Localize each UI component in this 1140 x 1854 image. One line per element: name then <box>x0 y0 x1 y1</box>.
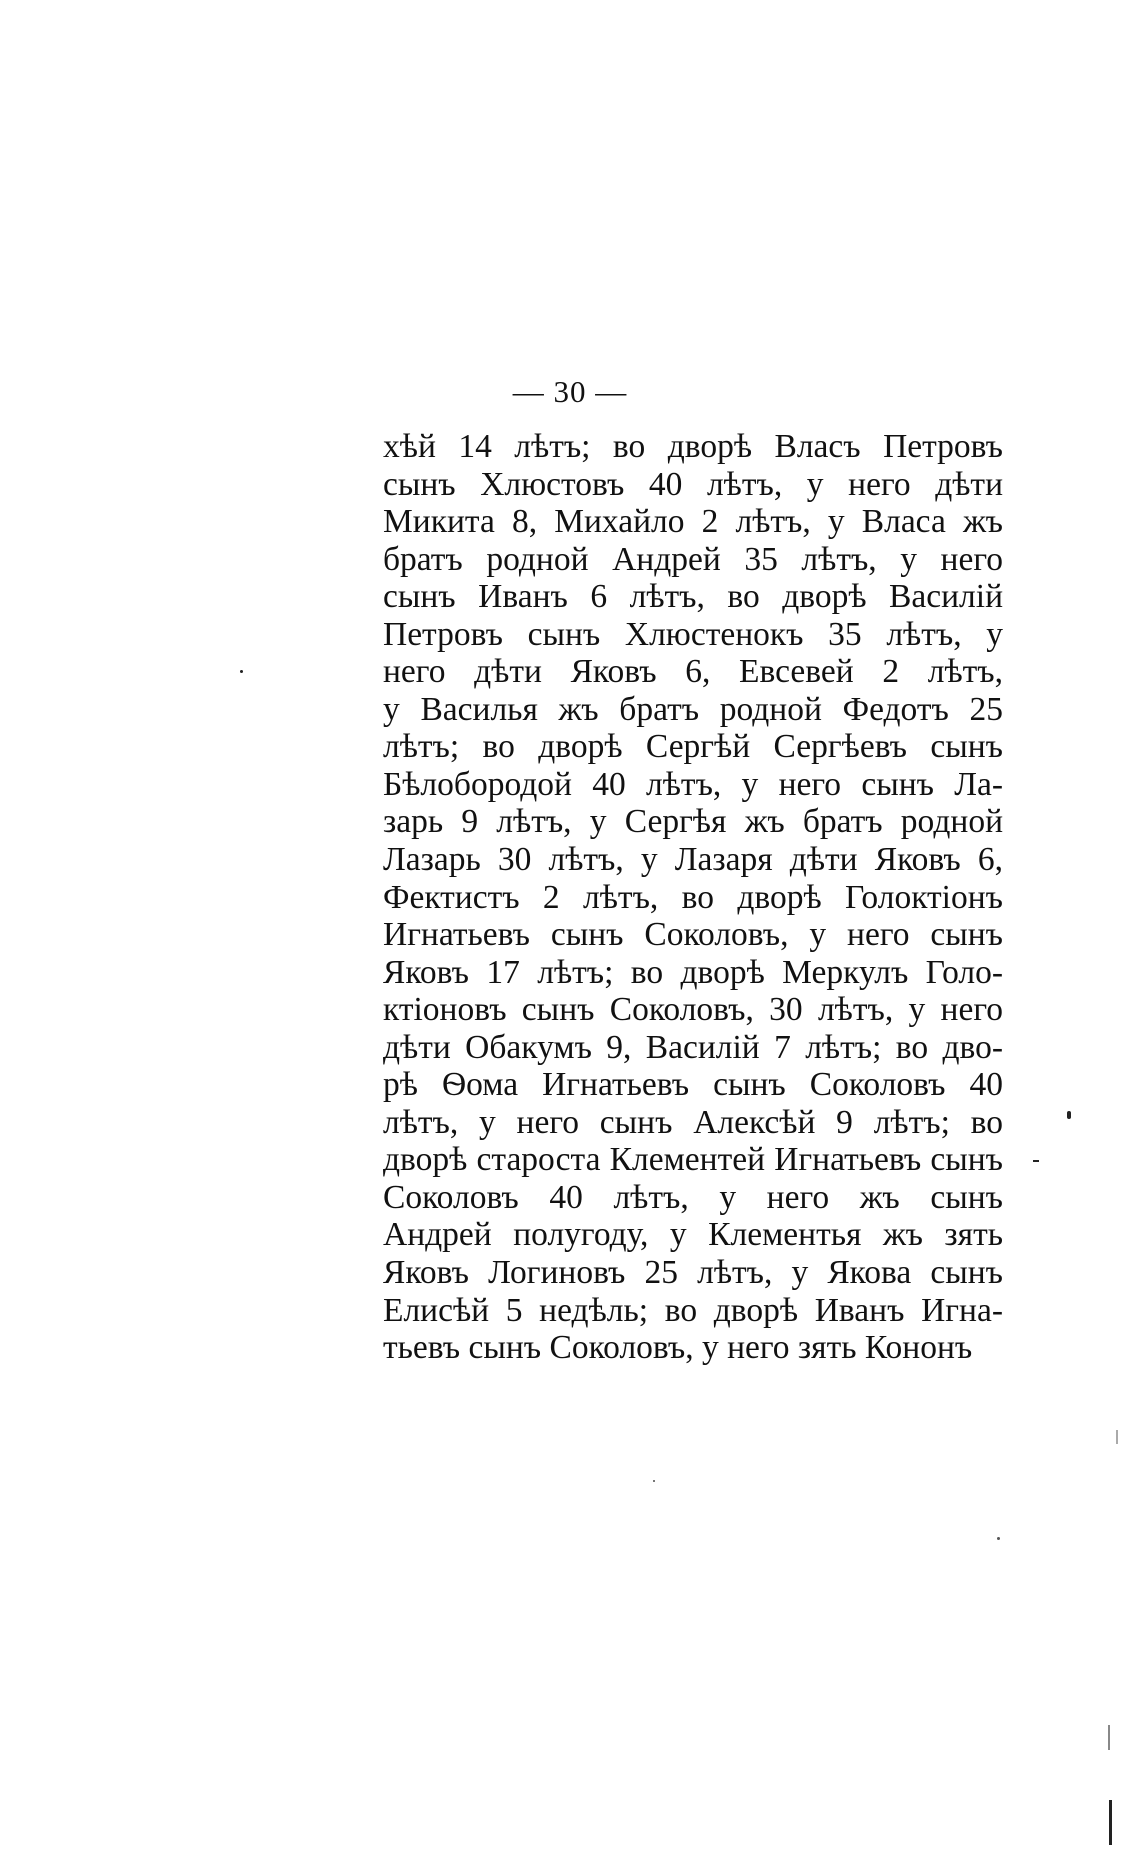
text-line: Яковъ Логиновъ 25 лѣтъ, у Якова сынъ <box>383 1254 1003 1292</box>
text-line: дворѣ староста Клементей Игнатьевъ сынъ <box>383 1141 1003 1179</box>
scan-speck <box>1109 1800 1112 1845</box>
scan-speck <box>240 670 243 673</box>
page-number: — 30 — <box>512 374 628 409</box>
text-line: Микита 8, Михайло 2 лѣтъ, у Власа жъ <box>383 503 1003 541</box>
text-line: Петровъ сынъ Хлюстенокъ 35 лѣтъ, у <box>383 615 1003 653</box>
scan-speck <box>1067 1111 1071 1119</box>
text-line: ктіоновъ сынъ Соколовъ, 30 лѣтъ, у него <box>383 991 1003 1029</box>
scan-speck <box>1108 1725 1110 1750</box>
text-line: Лазарь 30 лѣтъ, у Лазаря дѣти Яковъ 6, <box>383 841 1003 879</box>
text-line: Андрей полугоду, у Клементья жъ зять <box>383 1216 1003 1254</box>
text-line: Яковъ 17 лѣтъ; во дворѣ Меркулъ Голо- <box>383 953 1003 991</box>
text-line: Елисѣй 5 недѣль; во дворѣ Иванъ Игна- <box>383 1291 1003 1329</box>
text-line: дѣти Обакумъ 9, Василій 7 лѣтъ; во дво- <box>383 1028 1003 1066</box>
text-line: братъ родной Андрей 35 лѣтъ, у него <box>383 540 1003 578</box>
text-line: лѣтъ; во дворѣ Сергѣй Сергѣевъ сынъ <box>383 728 1003 766</box>
text-line: рѣ Ѳома Игнатьевъ сынъ Соколовъ 40 <box>383 1066 1003 1104</box>
text-line: сынъ Хлюстовъ 40 лѣтъ, у него дѣти <box>383 465 1003 503</box>
text-line: хѣй 14 лѣтъ; во дворѣ Власъ Петровъ <box>383 428 1003 465</box>
text-line: зарь 9 лѣтъ, у Сергѣя жъ братъ родной <box>383 803 1003 841</box>
scan-speck <box>997 1537 1000 1540</box>
text-line: Бѣлобородой 40 лѣтъ, у него сынъ Ла- <box>383 765 1003 803</box>
text-line: него дѣти Яковъ 6, Евсевей 2 лѣтъ, <box>383 653 1003 691</box>
scan-speck <box>1116 1430 1118 1444</box>
text-line: Игнатьевъ сынъ Соколовъ, у него сынъ <box>383 916 1003 954</box>
text-line: Соколовъ 40 лѣтъ, у него жъ сынъ <box>383 1178 1003 1216</box>
text-line: Фектистъ 2 лѣтъ, во дворѣ Голоктіонъ <box>383 878 1003 916</box>
body-text <box>383 428 1003 1367</box>
text-line: сынъ Иванъ 6 лѣтъ, во дворѣ Василій <box>383 578 1003 616</box>
text-line: лѣтъ, у него сынъ Алексѣй 9 лѣтъ; во <box>383 1103 1003 1141</box>
scan-speck <box>653 1480 655 1482</box>
text-line: тьевъ сынъ Соколовъ, у него зять Кононъ <box>383 1329 973 1367</box>
text-line: у Василья жъ братъ родной Федотъ 25 <box>383 690 1003 728</box>
scan-speck <box>1033 1160 1039 1162</box>
